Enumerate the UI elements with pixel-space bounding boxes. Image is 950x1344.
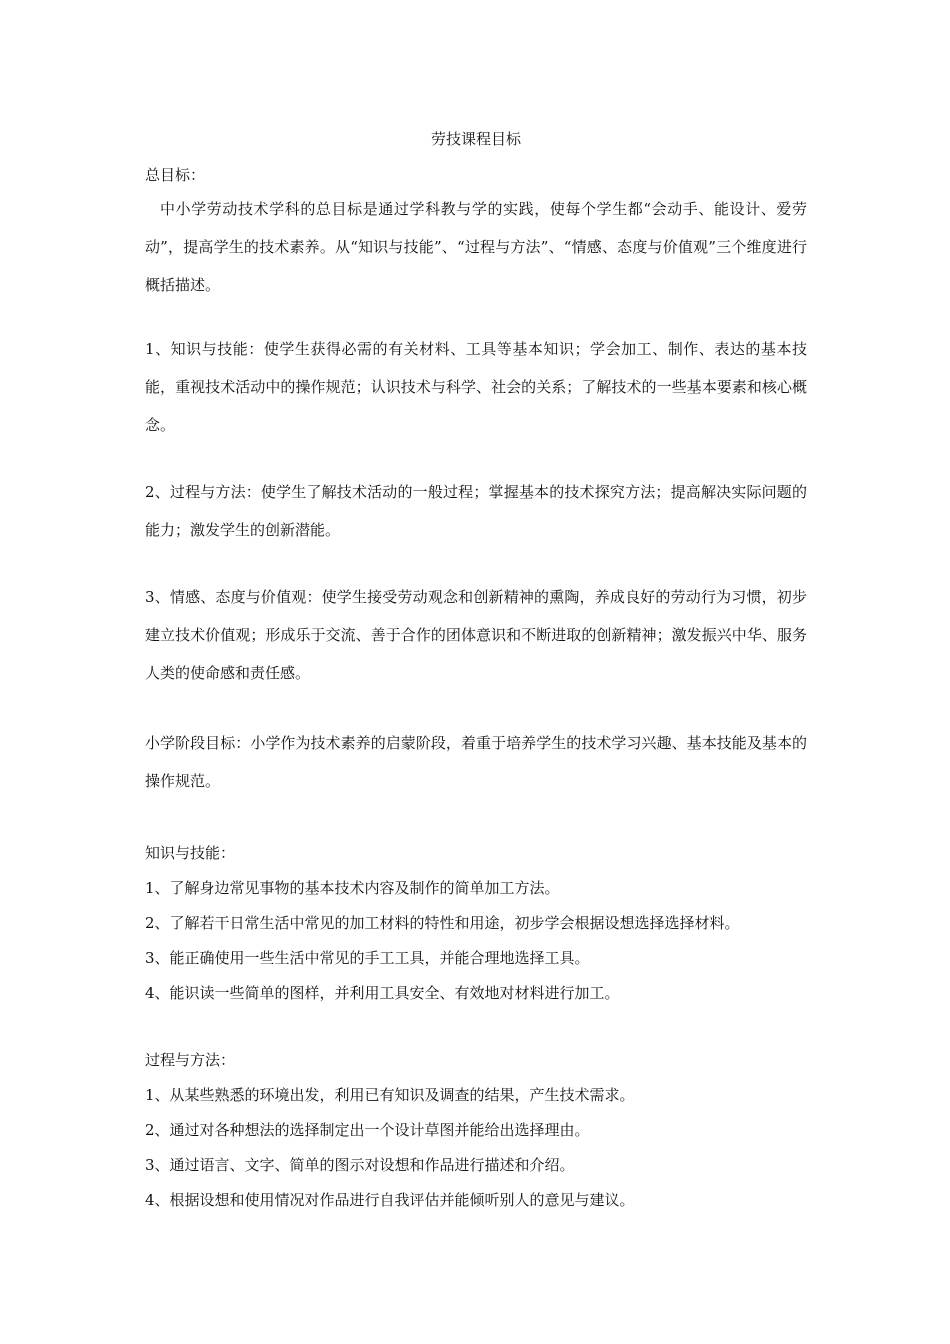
overall-point-emotion: 3、情感、态度与价值观：使学生接受劳动观念和创新精神的熏陶，养成良好的劳动行为习惯，初步建立技术价值观；形成乐于交流、善于合作的团体意识和不断进取的创新精神；激发振兴中华、服务人类的使命感和责任感。 xyxy=(145,588,807,682)
process-item: 3、通过语言、文字、简单的图示对设想和作品进行描述和介绍。 xyxy=(145,1156,575,1174)
knowledge-item: 1、了解身边常见事物的基本技术内容及制作的简单加工方法。 xyxy=(145,879,560,897)
document-title: 劳技课程目标 xyxy=(430,130,521,148)
overall-point-knowledge: 1、知识与技能：使学生获得必需的有关材料、工具等基本知识；学会加工、制作、表达的基本技能，重视技术活动中的操作规范；认识技术与科学、社会的关系；了解技术的一些基本要素和核心概念。 xyxy=(145,340,807,434)
overall-point-process: 2、过程与方法：使学生了解技术活动的一般过程；掌握基本的技术探究方法；提高解决实际问题的能力；激发学生的创新潜能。 xyxy=(145,483,807,539)
knowledge-item: 3、能正确使用一些生活中常见的手工工具，并能合理地选择工具。 xyxy=(145,949,590,967)
process-heading: 过程与方法： xyxy=(145,1051,236,1069)
overall-intro: 中小学劳动技术学科的总目标是通过学科教与学的实践，使每个学生都“会动手、能设计、爱劳动”，提高学生的技术素养。从“知识与技能”、“过程与方法”、“情感、态度与价值观”三个维度进行概括描述。 xyxy=(145,200,807,294)
process-item: 4、根据设想和使用情况对作品进行自我评估并能倾听别人的意见与建议。 xyxy=(145,1191,635,1209)
overall-heading: 总目标： xyxy=(145,166,206,184)
process-item: 2、通过对各种想法的选择制定出一个设计草图并能给出选择理由。 xyxy=(145,1121,590,1139)
knowledge-item: 4、能识读一些简单的图样，并利用工具安全、有效地对材料进行加工。 xyxy=(145,984,620,1002)
knowledge-item: 2、了解若干日常生活中常见的加工材料的特性和用途，初步学会根据设想选择选择材料。 xyxy=(145,914,740,932)
knowledge-heading: 知识与技能： xyxy=(145,844,236,862)
process-item: 1、从某些熟悉的环境出发，利用已有知识及调查的结果，产生技术需求。 xyxy=(145,1086,635,1104)
primary-stage-goal: 小学阶段目标：小学作为技术素养的启蒙阶段，着重于培养学生的技术学习兴趣、基本技能及基本的操作规范。 xyxy=(145,734,807,790)
